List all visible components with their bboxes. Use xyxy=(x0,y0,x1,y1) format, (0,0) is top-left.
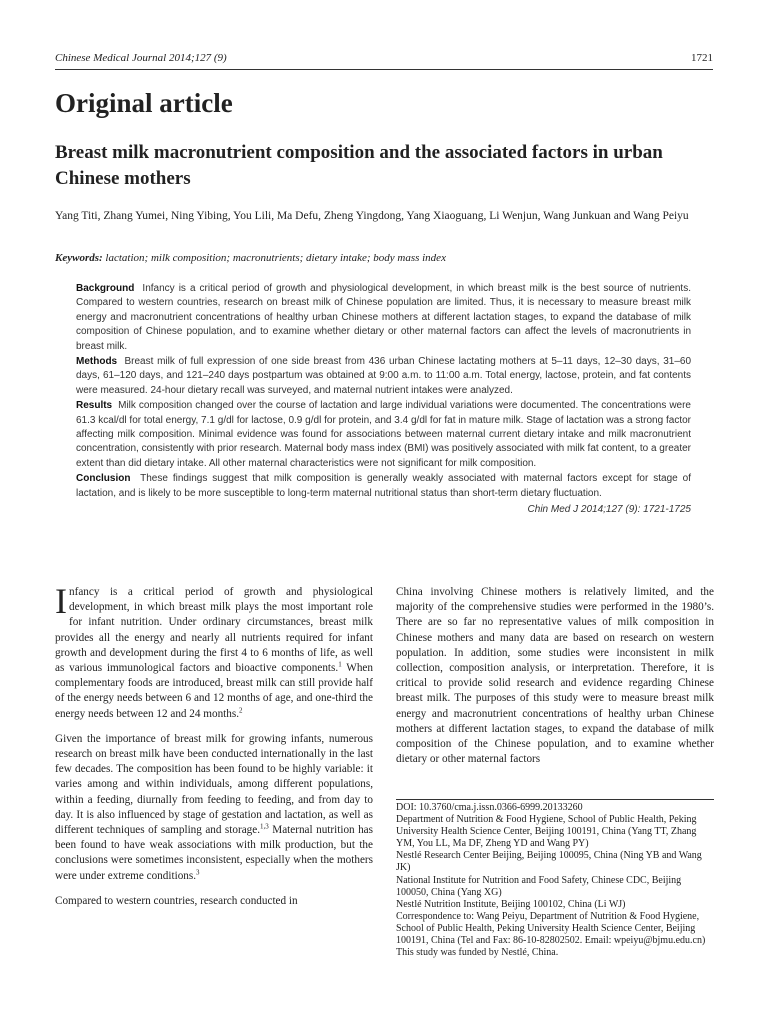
paragraph-text: Given the importance of breast milk for growing infants, numerous research on breast milk have been conducted internationally in the last few decades. The composition has been found to be highly variable: it varies among and within individuals, among different populations, within a feeding, diurnally from feeding to feeding, and from day to day. It is also influenced by stage of gestation and lactation, as well as different techniques of sampling and storage. xyxy=(55,732,373,837)
intro-paragraph-3: Compared to western countries, research conducted in xyxy=(55,894,298,907)
intro-paragraph-2 xyxy=(55,732,373,884)
correspondence: Correspondence to: Wang Peiyu, Department of Nutrition & Food Hygiene, School of Public Health, Peking University Health Science Center, Beijing 100191, China (Tel and Fax: 86-10-82802502. Email: wpeiyu@bjmu.edu.cn) xyxy=(396,910,706,947)
keywords-label: Keywords: xyxy=(55,252,103,264)
reference-marker: 1 xyxy=(338,660,342,669)
reference-marker: 2 xyxy=(239,705,243,714)
citation: Chin Med J 2014;127 (9): 1721-1725 xyxy=(527,504,691,516)
body-right-column xyxy=(396,585,714,767)
keywords xyxy=(55,252,705,264)
methods-heading: Methods xyxy=(76,356,118,368)
article-type: Original article xyxy=(55,88,233,118)
reference-marker: 1,3 xyxy=(260,822,269,831)
keywords-text: lactation; milk composition; macronutrients; dietary intake; body mass index xyxy=(105,252,446,264)
intro-paragraph-continued: China involving Chinese mothers is relatively limited, and the majority of the comprehensive studies were performed in the 1980’s. There are so far no representative values of milk composition in Chinese mothers and many data are based on research on western population. In addition, some studies were inconsistent in milk collection, composition analysis, or interpretation. Therefore, it is critical to provide solid research and evidence regarding Chinese breast milk. The purposes of this study were to measure breast milk energy and macronutrient concentrations of healthy urban Chinese mothers at different lactation stages, to expand the database of milk composition of the Chinese population, and to examine whether dietary or other maternal factors xyxy=(396,586,714,766)
affiliation-4: Nestlé Nutrition Institute, Beijing 100102, China (Li WJ) xyxy=(396,898,626,910)
results-heading: Results xyxy=(76,400,113,412)
running-header xyxy=(55,52,713,64)
paragraph-text: When complementary foods are introduced, breast milk can still provide half of the energy needs between 6 and 12 months of age, and one-third the energy needs between 12 and 24 months. xyxy=(55,662,373,720)
conclusion-text: These findings suggest that milk composition is generally weakly associated with maternal factors except for stage of lactation, and is likely to be more susceptible to long-term maternal nutritional status than short-term dietary fluctuation. xyxy=(76,473,691,499)
doi: DOI: 10.3760/cma.j.issn.0366-6999.20133260 xyxy=(396,802,583,813)
reference-marker: 3 xyxy=(196,867,200,876)
abstract-conclusion xyxy=(76,472,691,501)
article-title: Breast milk macronutrient composition and the associated factors in urban Chinese mothers xyxy=(55,142,663,189)
methods-text: Breast milk of full expression of one side breast from 436 urban Chinese lactating mothers at 5–11 days, 12–30 days, 31–60 days, 61–120 days, and 121–240 days postpartum was obtained at 9:00 a.m. to 11:00 a.m. Total energy, lactose, protein, and fat contents were measured. 24-hour dietary recall was surveyed, and maternal nutrient intakes were analyzed. xyxy=(76,356,692,396)
affiliation-1: Department of Nutrition & Food Hygiene, School of Public Health, Peking University Health Science Center, Beijing 100191, China (Yang TT, Zhang YM, You LL, Ma DF, Zheng YD and Wang PY) xyxy=(396,814,697,850)
page-number: 1721 xyxy=(691,52,713,64)
background-text: Infancy is a critical period of growth and physiological development, in which breast milk is the best source of nutrients. Compared to western countries, research on breast milk of Chinese population are limited. Thus, it is necessary to measure breast milk energy and macronutrient concentrations of healthy urban Chinese mothers at different lactation stages, to expand the database of milk composition of Chinese population, and to examine whether dietary or other maternal factors can affect the levels of macronutrients in breast milk. xyxy=(76,283,691,352)
intro-paragraph-1 xyxy=(55,581,373,722)
drop-cap: I xyxy=(55,581,67,621)
funding: This study was funded by Nestlé, China. xyxy=(396,947,559,959)
abstract-methods xyxy=(76,355,691,398)
affiliation-2: Nestlé Research Center Beijing, Beijing 100095, China (Ning YB and Wang JK) xyxy=(396,850,702,874)
body-left-column xyxy=(55,581,374,909)
results-text: Milk composition changed over the course of lactation and large individual variations were documented. The concentrations were 61.3 kcal/dl for total energy, 7.1 g/dl for lactose, 0.9 g/dl for protein, and 3.4 g/dl for fat in mature milk. Stage of lactation was a strong factor affecting milk composition. Minimal evidence was found for associations between maternal current dietary intake and milk macronutrient concentration, consistently with prior research. Maternal body mass index (BMI) was positively associated with milk fat content, to a greater extent than did dietary intake. All other maternal characteristics were not significant for milk composition. xyxy=(76,400,691,469)
header-rule xyxy=(55,69,713,70)
conclusion-heading: Conclusion xyxy=(76,473,131,485)
abstract xyxy=(76,282,691,518)
abstract-results xyxy=(76,399,691,471)
journal-name: Chinese Medical Journal 2014;127 (9) xyxy=(55,52,227,64)
affiliation-3: National Institute for Nutrition and Food Safety, Chinese CDC, Beijing 100050, China (Yang XG) xyxy=(396,874,682,898)
footnotes xyxy=(396,802,714,959)
paragraph-text: nfancy is a critical period of growth and physiological development, in which breast milk plays the most important role for infant nutrition. Under ordinary circumstances, breast milk provides all the energy and nearly all nutrients required for infant growth and development during the first 4 to 6 months of life, as well as various immunological factors and bioactive components. xyxy=(55,586,373,675)
background-heading: Background xyxy=(76,283,135,294)
paragraph-text: Maternal nutrition has been found to have weak associations with milk production, but the conclusions were sometimes inconsistent, especially when the mothers were under extreme conditions. xyxy=(55,824,374,882)
author-list: Yang Titi, Zhang Yumei, Ning Yibing, You Lili, Ma Defu, Zheng Yingdong, Yang Xiaoguang, Li Wenjun, Wang Junkuan and Wang Peiyu xyxy=(55,210,689,222)
abstract-background xyxy=(76,282,691,354)
footnote-rule xyxy=(396,799,714,800)
